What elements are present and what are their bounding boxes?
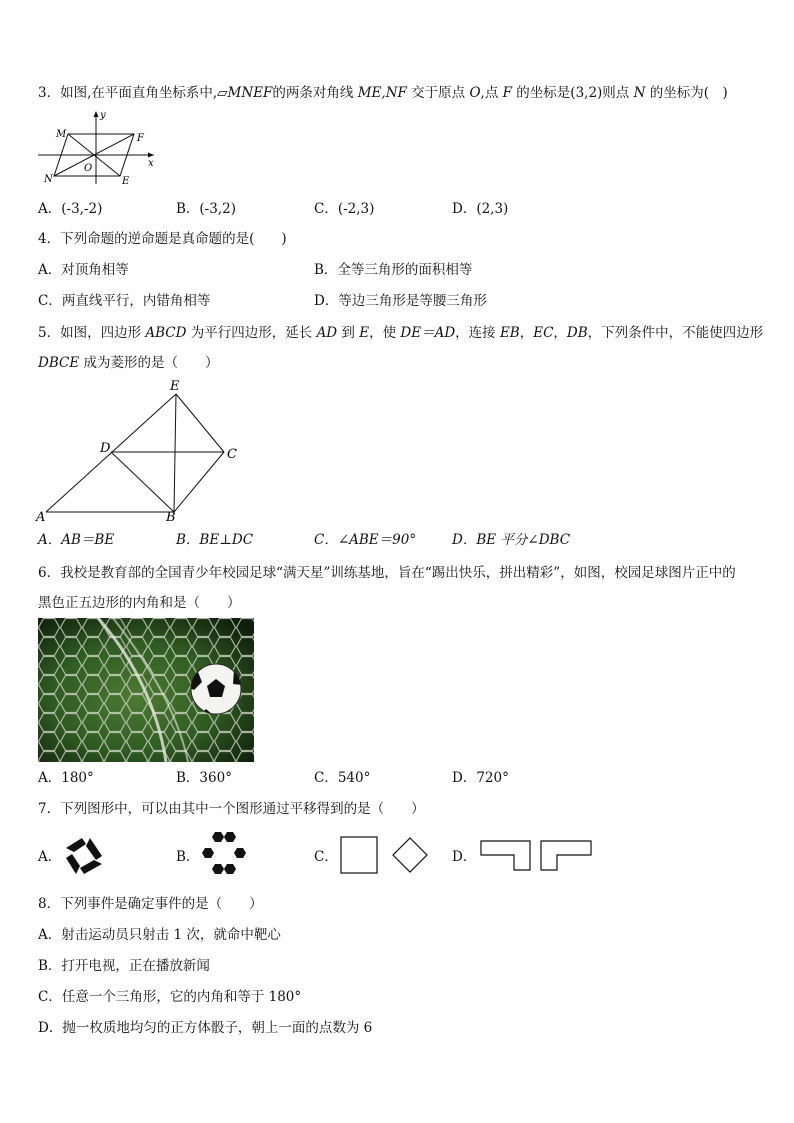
q5-option-d[interactable]: D．BE 平分∠DBC [452,532,571,548]
q3-stem-text: 的坐标为( ) [645,85,728,101]
q6-option-a[interactable]: A．180° [38,770,94,786]
q7-option-d[interactable]: D． [452,849,477,865]
q3-option-c[interactable]: C．(-2,3) [314,201,375,217]
q3-label-o: O [84,163,93,174]
q5-stem-line2 [38,354,218,372]
q8-stem: 8．下列事件是确定事件的是（ ） [38,896,263,912]
q3-stem-text: 的坐标是(3,2)则点 [512,85,634,101]
q3-stem-text: 交于原点 [406,85,470,101]
q8-option-b[interactable]: B．打开电视，正在播放新闻 [38,958,210,974]
q5-parallelogram-figure [34,376,244,526]
q5-stem-text: 成为菱形的是（ ） [79,355,219,371]
q7-option-d-l-shapes-icon [478,838,596,874]
q3-stem-text: ,点 [480,85,503,101]
q5-stem-text: 5．如图，四边形 [38,325,146,341]
q5-ad: AD [316,325,338,341]
q8-option-c[interactable]: C．任意一个三角形，它的内角和等于 180° [38,989,302,1005]
q5-option-c[interactable]: C．∠ABE＝90° [314,532,417,548]
q5-stem-text: 为平行四边形，延长 [186,325,317,341]
q3-parallelogram-symbol: ▱MNEF [217,85,273,101]
q3-stem [38,84,728,102]
q4-option-d[interactable]: D．等边三角形是等腰三角形 [314,293,487,309]
q3-label-e: E [122,176,130,187]
q3-label-f: F [137,133,144,144]
q4-option-a[interactable]: A．对顶角相等 [38,262,129,278]
q7-option-b-hexagon-cluster-icon [198,830,246,880]
q3-option-a[interactable]: A．(-3,-2) [38,201,103,217]
q5-stem-text: ， [553,325,567,341]
q6-stem-line1: 6．我校是教育部的全国青少年校园足球“满天星”训练基地，旨在“踢出快乐，拼出精彩”，如图，校园足球图片正中的 [38,565,736,581]
q5-label-e: E [170,379,180,394]
q3-stem-text: 3．如图,在平面直角坐标系中, [38,85,218,101]
q5-stem-text: ，连接 [455,325,500,341]
q5-stem-text: 到 [337,325,360,341]
q3-label-y: y [100,110,106,121]
q5-dbce: DBCE [38,355,80,371]
q5-ec: EC [533,325,554,341]
q5-stem-text: ， [519,325,534,341]
q5-eb: EB [499,325,520,341]
q6-option-c[interactable]: C．540° [314,770,371,786]
q3-option-d[interactable]: D．(2,3) [452,201,509,217]
q5-stem-text: ，使 [369,325,401,341]
q8-option-d[interactable]: D．抛一枚质地均匀的正方体骰子，朝上一面的点数为 6 [38,1020,373,1036]
q7-option-c[interactable]: C． [314,849,338,865]
q6-stem-line2: 黑色正五边形的内角和是（ ） [38,595,241,611]
q3-point-o: O [469,85,481,101]
q3-option-b[interactable]: B．(-3,2) [176,201,236,217]
q5-label-a: A [36,510,46,525]
q3-point-f: F [502,85,513,101]
q3-coordinate-figure [36,108,160,188]
q5-db: DB [566,325,588,341]
q8-option-a[interactable]: A．射击运动员只射击 1 次，就命中靶心 [38,927,281,943]
q5-option-a[interactable]: A．AB＝BE [38,532,115,548]
q4-option-c[interactable]: C．两直线平行，内错角相等 [38,293,211,309]
q7-option-a[interactable]: A． [38,849,62,865]
q3-label-n: N [44,174,53,185]
q5-de-ad: DE＝AD [400,325,456,341]
soccer-ball-net-image [38,618,254,762]
q5-label-b: B [166,510,176,525]
q5-abcd: ABCD [145,325,187,341]
q3-label-x: x [148,158,154,169]
q4-stem: 4．下列命题的逆命题是真命题的是( ) [38,231,287,247]
q7-option-c-square-diamond-icon [338,834,432,878]
q5-label-d: D [100,441,111,456]
q5-stem-line1 [38,324,763,342]
q7-option-a-rotated-triangles-icon [62,834,106,878]
q3-point-n: N [633,85,646,101]
q3-stem-text: 的两条对角线 [272,85,358,101]
q3-label-m: M [56,129,67,140]
q5-e: E [359,325,370,341]
q6-option-d[interactable]: D．720° [452,770,509,786]
q4-option-b[interactable]: B．全等三角形的面积相等 [314,262,473,278]
q3-diagonals: ME,NF [357,85,407,101]
q7-option-b[interactable]: B． [176,849,200,865]
q7-stem: 7．下列图形中，可以由其中一个图形通过平移得到的是（ ） [38,801,425,817]
q5-option-b[interactable]: B．BE⊥DC [176,532,254,548]
q6-option-b[interactable]: B．360° [176,770,232,786]
q5-stem-text: ，下列条件中，不能使四边形 [587,325,764,341]
q5-label-c: C [227,447,237,462]
